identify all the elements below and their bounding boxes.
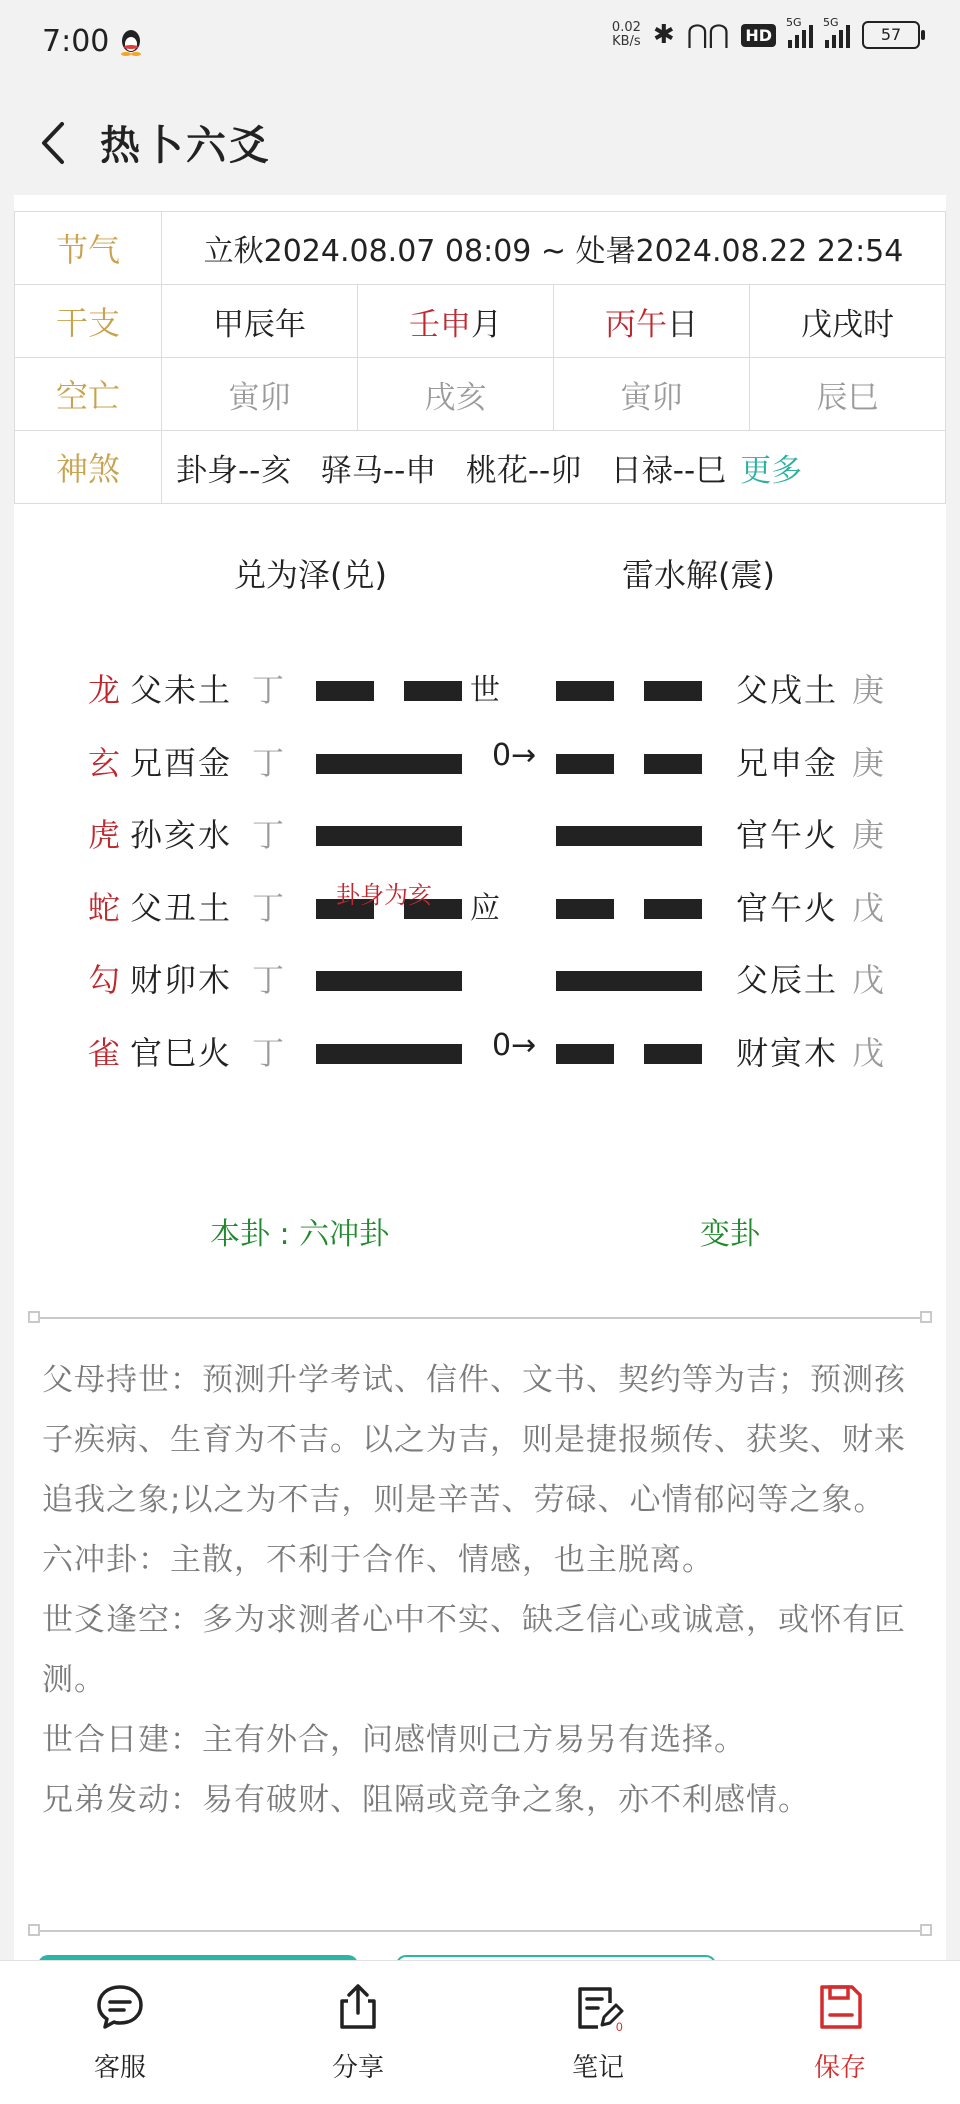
ganzhi-month-gz: 壬申: [408, 306, 471, 343]
desc-paragraph: 父母持世：预测升学考试、信件、文书、契约等为吉；预测孩子疾病、生育为不吉。以之为吉，则是捷报频传、获奖、财来追我之象;以之为不吉，则是辛苦、劳碌、心情郁闷等之象。: [42, 1362, 906, 1518]
signal2-label: 5G: [823, 16, 839, 29]
changed-tiangan-label: 戊: [852, 961, 885, 999]
info-table: [14, 211, 946, 504]
jieqi-value: 立秋2024.08.07 08:09 ~ 处暑2024.08.22 22:54: [162, 212, 946, 285]
ganzhi-day-gz: 丙午: [604, 306, 667, 343]
more-link[interactable]: 更多: [740, 452, 803, 489]
ganzhi-row: [15, 285, 946, 358]
save-floppy-icon: [814, 1981, 866, 2033]
yao-row: [14, 883, 946, 943]
jieqi-label: 节气: [15, 212, 162, 285]
main-yin-line-segment: [316, 681, 374, 701]
changed-liuqin-label: 兄申金: [736, 744, 839, 782]
changed-tiangan-label: 庚: [852, 671, 885, 709]
changed-yin-line-segment: [556, 681, 614, 701]
note-badge: 0: [616, 2020, 623, 2033]
net-speed: [612, 21, 641, 49]
yao-mark: 应: [470, 891, 500, 926]
shensha-row: [15, 431, 946, 504]
yao-row: [14, 1028, 946, 1088]
main-yang-line: [316, 754, 462, 774]
tiangan-label: 丁: [252, 1034, 285, 1072]
desc-paragraph: 六冲卦：主散，不利于合作、情感，也主脱离。: [42, 1542, 714, 1578]
main-yang-line: [316, 826, 462, 846]
yao-row: [14, 738, 946, 798]
kongwang-row: [15, 358, 946, 431]
six-spirit: 勾: [88, 961, 121, 999]
interpretation-text: [42, 1350, 932, 1830]
section-divider: [40, 1317, 920, 1319]
signal1-label: 5G: [786, 16, 802, 29]
tiangan-label: 丁: [252, 961, 285, 999]
liuqin-label: 父未土: [130, 671, 233, 709]
changed-yang-line: [556, 971, 702, 991]
ganzhi-hour: [749, 285, 945, 358]
liuqin-label: 财卯木: [130, 961, 233, 999]
changed-gua-name: 雷水解(震): [622, 556, 775, 594]
shensha-cell: [162, 431, 946, 504]
liuqin-label: 兄酉金: [130, 744, 233, 782]
liuqin-label: 父丑土: [130, 889, 233, 927]
status-icons: [611, 16, 920, 50]
nav-notes[interactable]: [528, 1981, 668, 2084]
yao-row: [14, 810, 946, 870]
signal1-icon: [786, 16, 813, 48]
six-spirit: 蛇: [88, 889, 121, 927]
page-title: 热卜六爻: [100, 123, 272, 169]
ganzhi-year-unit: 年: [274, 306, 306, 343]
earbuds-icon: ⋂⋂: [686, 20, 730, 50]
six-spirit: 虎: [88, 816, 121, 854]
changed-tiangan-label: 庚: [852, 816, 885, 854]
six-spirit: 雀: [88, 1034, 121, 1072]
kongwang-day: 寅卯: [553, 358, 749, 431]
kongwang-label: 空亡: [15, 358, 162, 431]
bian-gua-label: 变卦: [700, 1217, 760, 1252]
shensha-value: 卦身--亥 驿马--申 桃花--卯 日禄--巳: [176, 452, 727, 489]
ganzhi-day: [553, 285, 749, 358]
tiangan-label: 丁: [252, 889, 285, 927]
changed-liuqin-label: 官午火: [736, 889, 839, 927]
liuqin-label: 孙亥水: [130, 816, 233, 854]
nav-share[interactable]: [288, 1981, 428, 2084]
battery-icon: 57: [862, 21, 920, 49]
changed-yin-line-segment: [644, 899, 702, 919]
bottom-nav: [0, 1960, 960, 2104]
app-header: [0, 90, 960, 195]
changed-yin-line-segment: [644, 754, 702, 774]
ganzhi-year-gz: 甲辰: [212, 306, 275, 343]
yao-row: [14, 955, 946, 1015]
shensha-label: 神煞: [15, 431, 162, 504]
changed-yin-line-segment: [556, 754, 614, 774]
liuqin-label: 官巳火: [130, 1034, 233, 1072]
chat-bubble-icon: [94, 1981, 146, 2033]
kongwang-hour: 辰巳: [749, 358, 945, 431]
guashen-note: 卦身为亥: [336, 881, 432, 909]
yao-row: [14, 665, 946, 725]
nav-label: 保存: [813, 2053, 866, 2083]
desc-paragraph: 兄弟发动：易有破财、阻隔或竞争之象，亦不利感情。: [42, 1782, 810, 1818]
changed-liuqin-label: 父辰土: [736, 961, 839, 999]
result-card: [14, 195, 946, 1960]
bluetooth-icon: ✱: [652, 20, 675, 50]
nav-label: 分享: [331, 2053, 384, 2083]
main-yang-line: [316, 971, 462, 991]
changed-liuqin-label: 官午火: [736, 816, 839, 854]
yao-mark: 0→: [492, 1028, 537, 1063]
nav-save[interactable]: [770, 1981, 910, 2084]
nav-label: 客服: [93, 2053, 146, 2083]
changed-tiangan-label: 庚: [852, 744, 885, 782]
main-yang-line: [316, 1044, 462, 1064]
nav-label: 笔记: [571, 2053, 624, 2083]
changed-tiangan-label: 戊: [852, 1034, 885, 1072]
ganzhi-hour-gz: 戊戌: [800, 306, 863, 343]
hd-badge: HD: [741, 24, 776, 47]
changed-yin-line-segment: [556, 1044, 614, 1064]
changed-liuqin-label: 财寅木: [736, 1034, 839, 1072]
changed-liuqin-label: 父戌土: [736, 671, 839, 709]
ganzhi-hour-unit: 时: [862, 306, 894, 343]
back-arrow-icon[interactable]: [34, 120, 74, 166]
net-speed-value: 0.02: [611, 20, 641, 35]
ganzhi-month-unit: 月: [470, 306, 502, 343]
main-gua-name: 兑为泽(兑): [234, 556, 387, 594]
jieqi-row: [15, 212, 946, 285]
note-edit-icon: [572, 1981, 624, 2033]
nav-customer-service[interactable]: [50, 1981, 190, 2084]
changed-tiangan-label: 戊: [852, 889, 885, 927]
desc-paragraph: 世爻逢空：多为求测者心中不实、缺乏信心或诚意，或怀有叵测。: [42, 1602, 906, 1698]
main-yin-line-segment: [404, 681, 462, 701]
ganzhi-day-unit: 日: [666, 306, 698, 343]
kongwang-month: 戌亥: [357, 358, 553, 431]
ganzhi-label: 干支: [15, 285, 162, 358]
six-spirit: 玄: [88, 744, 121, 782]
tiangan-label: 丁: [252, 671, 285, 709]
changed-yang-line: [556, 826, 702, 846]
bottom-divider: [40, 1930, 920, 1932]
tiangan-label: 丁: [252, 816, 285, 854]
yao-mark: 世: [470, 673, 500, 708]
qq-penguin-icon: [118, 28, 144, 56]
tiangan-label: 丁: [252, 744, 285, 782]
ganzhi-month: [357, 285, 553, 358]
signal2-icon: [823, 16, 850, 48]
changed-yin-line-segment: [644, 1044, 702, 1064]
yao-mark: 0→: [492, 738, 537, 773]
status-bar: [0, 0, 960, 90]
net-speed-unit: KB/s: [612, 34, 641, 49]
share-icon: [332, 1981, 384, 2033]
kongwang-year: 寅卯: [162, 358, 358, 431]
changed-yin-line-segment: [556, 899, 614, 919]
status-time: 7:00: [42, 24, 110, 59]
changed-yin-line-segment: [644, 681, 702, 701]
ganzhi-year: [162, 285, 358, 358]
six-spirit: 龙: [88, 671, 121, 709]
ben-gua-label: 本卦 : 六冲卦: [210, 1217, 390, 1252]
desc-paragraph: 世合日建：主有外合，问感情则己方易另有选择。: [42, 1722, 746, 1758]
